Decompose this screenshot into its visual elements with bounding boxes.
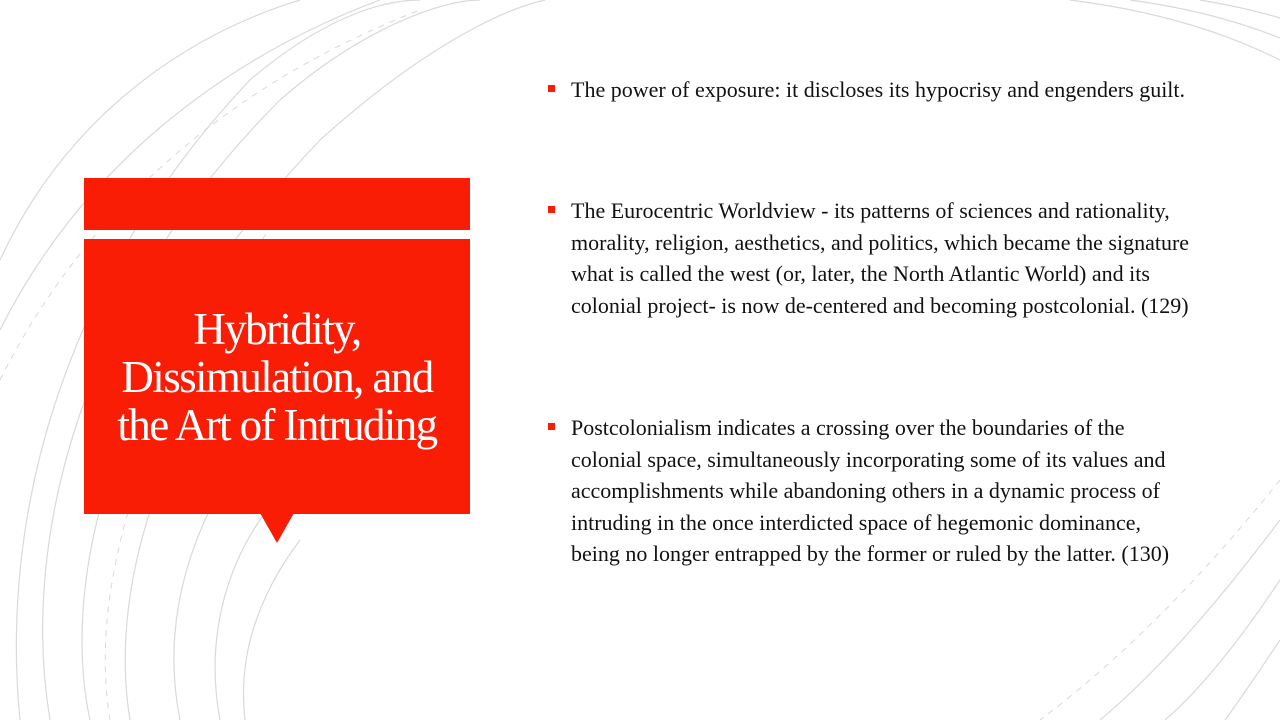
arc-line xyxy=(1070,0,1280,60)
slide-title: Hybridity, Dissimulation, and the Art of Intruding xyxy=(117,303,437,450)
bullet-text: Postcolonialism indicates a crossing over the boundaries of the colonial space, simultaneously incorporating some of its values and accomplishments while abandoning others in a dynamic process of intruding in the once interdicted space of hegemonic dominance, being no longer entrapped by the former or ruled by the latter. (130) xyxy=(571,415,1170,567)
square-bullet-icon xyxy=(548,206,555,213)
list-item xyxy=(548,412,1198,570)
list-item xyxy=(548,195,1198,321)
title-callout-box xyxy=(84,239,470,514)
bullet-text: The Eurocentric Worldview - its patterns of sciences and rationality, morality, religion, aesthetics, and politics, which became the signature what is called the west (or, later, the North Atlantic World) and its colonial project- is now de-centered and becoming postcolonial. (129) xyxy=(571,198,1190,318)
square-bullet-icon xyxy=(548,85,555,92)
arc-line xyxy=(1165,580,1280,720)
title-accent-bar xyxy=(84,178,470,230)
square-bullet-icon xyxy=(548,423,555,430)
arc-line xyxy=(1130,0,1280,38)
arc-line xyxy=(1225,640,1280,720)
callout-pointer xyxy=(260,513,294,543)
list-item xyxy=(548,74,1198,106)
bullet-text: The power of exposure: it discloses its hypocrisy and engenders guilt. xyxy=(571,77,1186,102)
arc-line xyxy=(243,540,300,720)
